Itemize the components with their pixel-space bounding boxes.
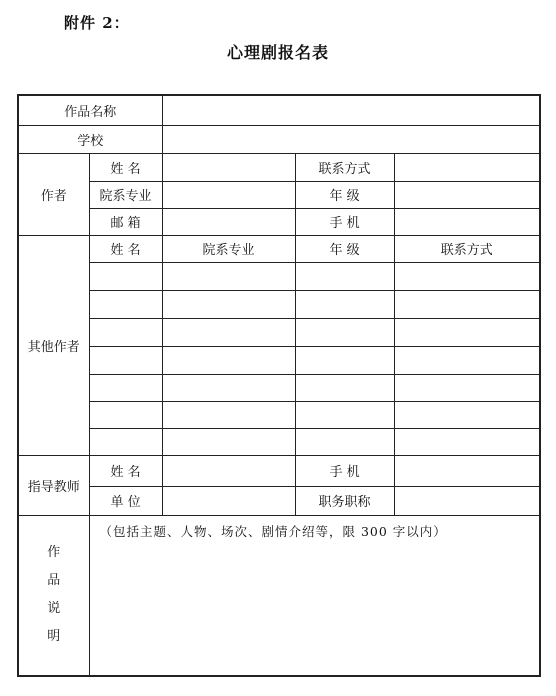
advisor-name-input[interactable]: [162, 455, 295, 486]
table-row: [18, 374, 540, 401]
advisor-label: 指导教师: [18, 455, 89, 515]
registration-form: [17, 94, 541, 677]
other-contact-cell[interactable]: [394, 318, 540, 346]
author-department-input[interactable]: [162, 181, 295, 208]
other-department-cell[interactable]: [162, 428, 295, 455]
other-contact-cell[interactable]: [394, 290, 540, 318]
author-contact-label: 联系方式: [295, 153, 394, 181]
school-label: 学校: [18, 125, 162, 153]
other-name-header: 姓 名: [89, 235, 162, 262]
row-advisor-2: [18, 486, 540, 515]
author-phone-input[interactable]: [394, 208, 540, 235]
author-department-label: 院系专业: [89, 181, 162, 208]
other-grade-cell[interactable]: [295, 428, 394, 455]
row-author-1: [18, 153, 540, 181]
description-note: （包括主题、人物、场次、剧情介绍等，限 300 字以内）: [99, 523, 447, 539]
row-work-name: [18, 95, 540, 125]
other-department-cell[interactable]: [162, 318, 295, 346]
other-contact-cell[interactable]: [394, 346, 540, 374]
other-authors-label: 其他作者: [18, 235, 89, 455]
author-phone-label: 手 机: [295, 208, 394, 235]
description-char: 作: [47, 545, 61, 561]
row-author-3: [18, 208, 540, 235]
author-name-input[interactable]: [162, 153, 295, 181]
other-department-cell[interactable]: [162, 374, 295, 401]
work-name-label: 作品名称: [18, 95, 162, 125]
description-input[interactable]: [89, 515, 540, 676]
school-input[interactable]: [162, 125, 540, 153]
table-row: [18, 428, 540, 455]
author-name-label: 姓 名: [89, 153, 162, 181]
author-email-label: 邮 箱: [89, 208, 162, 235]
author-contact-input[interactable]: [394, 153, 540, 181]
description-char: 明: [47, 629, 61, 645]
other-contact-header: 联系方式: [394, 235, 540, 262]
author-email-input[interactable]: [162, 208, 295, 235]
other-contact-cell[interactable]: [394, 428, 540, 455]
advisor-title-input[interactable]: [394, 486, 540, 515]
other-name-cell[interactable]: [89, 290, 162, 318]
row-author-2: [18, 181, 540, 208]
other-department-cell[interactable]: [162, 346, 295, 374]
other-name-cell[interactable]: [89, 318, 162, 346]
other-grade-cell[interactable]: [295, 346, 394, 374]
advisor-name-label: 姓 名: [89, 455, 162, 486]
other-grade-cell[interactable]: [295, 401, 394, 428]
description-char: 品: [47, 573, 61, 589]
table-row: [18, 401, 540, 428]
other-grade-header: 年 级: [295, 235, 394, 262]
advisor-title-label: 职务职称: [295, 486, 394, 515]
advisor-unit-input[interactable]: [162, 486, 295, 515]
advisor-unit-label: 单 位: [89, 486, 162, 515]
attachment-label: 附件 2：: [64, 14, 130, 32]
page-title: 心理剧报名表: [226, 43, 329, 62]
table-row: [18, 318, 540, 346]
other-name-cell[interactable]: [89, 346, 162, 374]
other-grade-cell[interactable]: [295, 318, 394, 346]
work-name-input[interactable]: [162, 95, 540, 125]
author-grade-input[interactable]: [394, 181, 540, 208]
author-grade-label: 年 级: [295, 181, 394, 208]
row-other-header: [18, 235, 540, 262]
other-name-cell[interactable]: [89, 262, 162, 290]
other-name-cell[interactable]: [89, 401, 162, 428]
other-department-cell[interactable]: [162, 290, 295, 318]
row-advisor-1: [18, 455, 540, 486]
other-contact-cell[interactable]: [394, 401, 540, 428]
table-row: [18, 346, 540, 374]
row-school: [18, 125, 540, 153]
row-description: [18, 515, 540, 676]
other-contact-cell[interactable]: [394, 262, 540, 290]
other-department-cell[interactable]: [162, 401, 295, 428]
table-row: [18, 290, 540, 318]
other-grade-cell[interactable]: [295, 290, 394, 318]
other-name-cell[interactable]: [89, 428, 162, 455]
description-char: 说: [47, 601, 61, 617]
other-name-cell[interactable]: [89, 374, 162, 401]
other-department-cell[interactable]: [162, 262, 295, 290]
other-grade-cell[interactable]: [295, 374, 394, 401]
table-row: [18, 262, 540, 290]
other-grade-cell[interactable]: [295, 262, 394, 290]
author-label: 作者: [18, 153, 89, 235]
other-department-header: 院系专业: [162, 235, 295, 262]
description-label: [18, 515, 89, 676]
other-contact-cell[interactable]: [394, 374, 540, 401]
advisor-phone-label: 手 机: [295, 455, 394, 486]
advisor-phone-input[interactable]: [394, 455, 540, 486]
